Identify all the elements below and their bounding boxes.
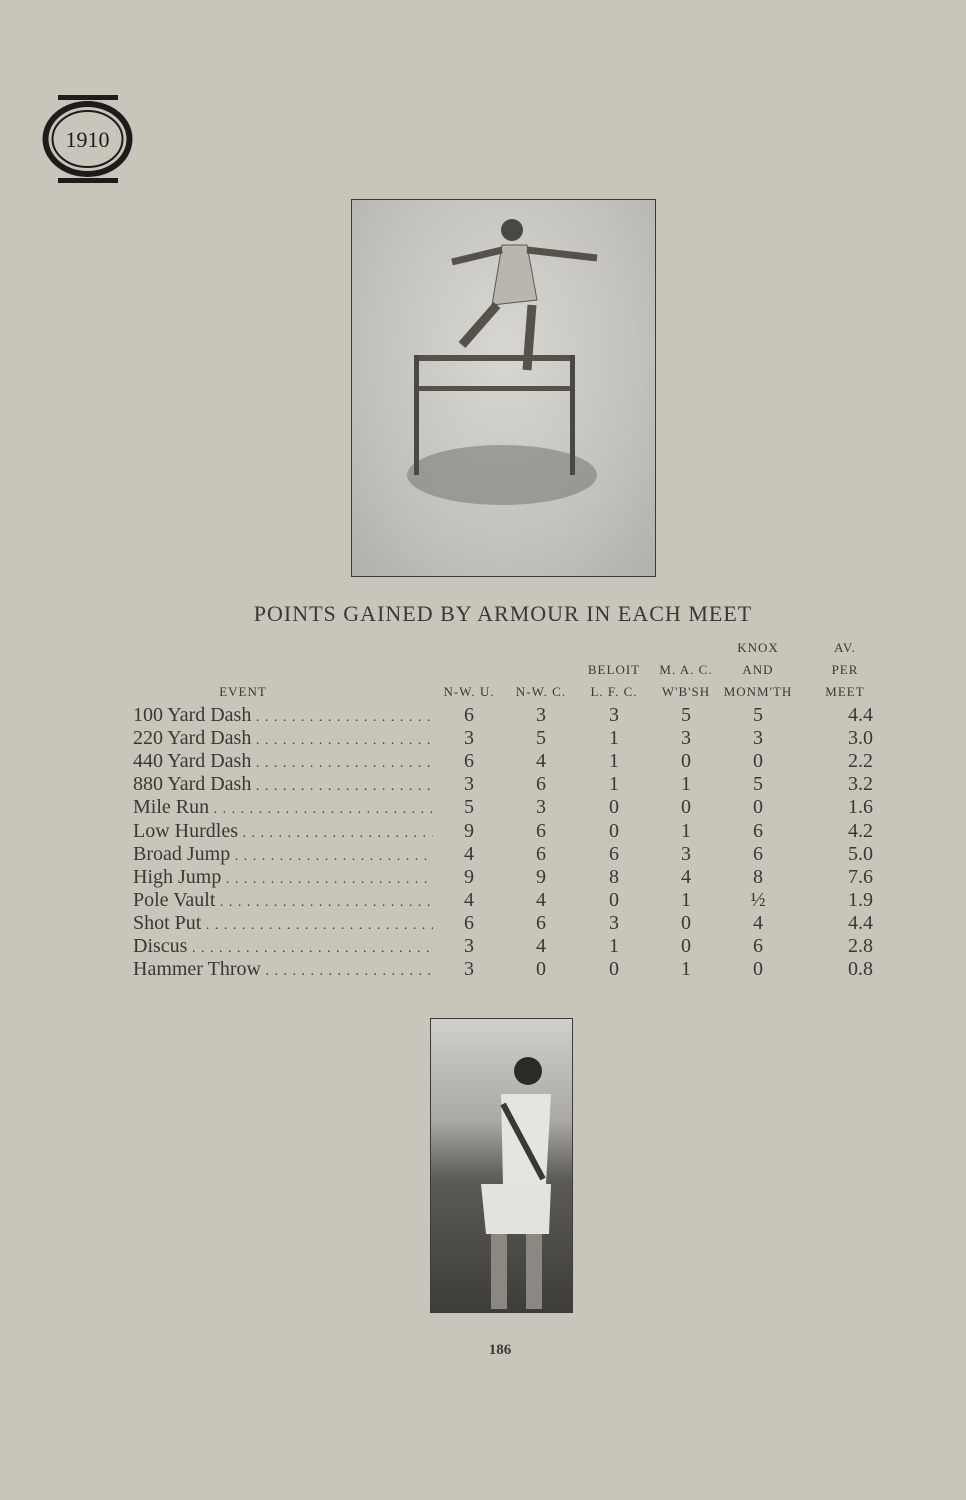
points-cell: 6 — [536, 773, 546, 796]
column-header: KNOX — [737, 640, 779, 655]
points-cell: 8 — [753, 865, 763, 888]
points-cell: 4 — [464, 842, 474, 865]
header-event: EVENT — [219, 684, 267, 699]
points-cell: 9 — [464, 819, 474, 842]
points-cell: 6 — [464, 911, 474, 934]
table-row — [133, 796, 873, 819]
points-cell: 1 — [681, 773, 691, 796]
average-cell: 2.8 — [848, 935, 873, 957]
points-cell: 0 — [753, 750, 763, 773]
points-cell: 4 — [536, 935, 546, 957]
table-row — [133, 912, 873, 935]
column-header: M. A. C. — [659, 662, 713, 677]
points-cell: 3 — [464, 773, 474, 796]
points-cell: 3 — [536, 796, 546, 819]
points-cell: 0 — [536, 958, 546, 981]
points-cell: 6 — [753, 842, 763, 865]
average-cell: 3.2 — [848, 773, 873, 796]
event-name: 880 Yard Dash . . . — [133, 773, 433, 798]
points-cell: 3 — [609, 704, 619, 726]
page-number: 186 — [488, 1342, 512, 1358]
event-name: Shot Put . . . — [133, 912, 433, 937]
column-header: W'B'SH — [661, 684, 711, 699]
column-header: N-W. C. — [515, 684, 567, 699]
average-cell: 5.0 — [848, 842, 873, 865]
average-cell: 2.2 — [848, 750, 873, 773]
points-cell: 5 — [753, 704, 763, 726]
points-cell: 0 — [681, 935, 691, 957]
column-header: MEET — [825, 684, 865, 699]
points-cell: 4 — [536, 750, 546, 773]
points-cell: 6 — [536, 911, 546, 934]
points-cell: 1 — [681, 819, 691, 842]
points-cell: ½ — [750, 888, 766, 911]
points-cell: 3 — [681, 842, 691, 865]
points-cell: 3 — [464, 727, 474, 750]
column-header: AV. — [834, 640, 856, 655]
points-cell: 3 — [464, 935, 474, 957]
points-cell: 9 — [464, 865, 474, 888]
athlete-figure-icon — [431, 1019, 572, 1312]
table-row — [133, 704, 873, 727]
table-row — [133, 820, 873, 843]
event-name: Pole Vault . . . — [133, 889, 433, 914]
points-cell: 0 — [753, 796, 763, 819]
points-cell: 8 — [609, 865, 619, 888]
average-cell: 4.4 — [848, 704, 873, 726]
column-header: L. F. C. — [590, 684, 638, 699]
average-cell: 3.0 — [848, 727, 873, 750]
event-name: 220 Yard Dash . . . — [133, 727, 433, 752]
svg-text:1910: 1910 — [65, 127, 110, 152]
average-cell: 1.9 — [848, 888, 873, 911]
average-cell: 4.4 — [848, 911, 873, 934]
event-name: Discus . . . — [133, 935, 433, 960]
points-cell: 5 — [753, 773, 763, 796]
points-cell: 5 — [681, 704, 691, 726]
points-cell: 1 — [681, 888, 691, 911]
points-cell: 6 — [753, 935, 763, 957]
event-name: Mile Run . . . — [133, 796, 433, 821]
points-cell: 1 — [609, 750, 619, 773]
average-cell: 0.8 — [848, 958, 873, 981]
column-header: PER — [831, 662, 859, 677]
points-cell: 3 — [753, 727, 763, 750]
athlete-portrait-photo — [430, 1018, 573, 1313]
column-header: MONM'TH — [723, 684, 793, 699]
average-cell: 4.2 — [848, 819, 873, 842]
event-name: Low Hurdles . . . — [133, 820, 433, 845]
points-cell: 4 — [464, 888, 474, 911]
points-cell: 0 — [609, 819, 619, 842]
points-cell: 4 — [753, 911, 763, 934]
hurdler-figure-icon — [352, 200, 655, 576]
points-cell: 6 — [464, 704, 474, 726]
column-header: AND — [742, 662, 774, 677]
event-name: 440 Yard Dash . . . — [133, 750, 433, 775]
points-cell: 0 — [753, 958, 763, 981]
table-row — [133, 750, 873, 773]
points-cell: 1 — [609, 935, 619, 957]
points-cell: 6 — [753, 819, 763, 842]
points-cell: 4 — [536, 888, 546, 911]
table-row — [133, 866, 873, 889]
points-cell: 0 — [681, 911, 691, 934]
points-cell: 3 — [681, 727, 691, 750]
points-cell: 5 — [464, 796, 474, 819]
table-row — [133, 773, 873, 796]
points-cell: 0 — [609, 888, 619, 911]
points-cell: 1 — [609, 773, 619, 796]
hurdler-photo — [351, 199, 656, 577]
column-header: BELOIT — [587, 662, 641, 677]
points-cell: 1 — [681, 958, 691, 981]
points-cell: 3 — [609, 911, 619, 934]
points-cell: 6 — [536, 819, 546, 842]
event-name: Broad Jump . . . — [133, 843, 433, 868]
column-header: N-W. U. — [443, 684, 495, 699]
points-cell: 6 — [536, 842, 546, 865]
points-cell: 0 — [681, 750, 691, 773]
points-cell: 3 — [536, 704, 546, 726]
event-name: Hammer Throw . . . — [133, 958, 433, 983]
event-name: High Jump . . . — [133, 866, 433, 891]
points-cell: 5 — [536, 727, 546, 750]
points-cell: 0 — [609, 796, 619, 819]
points-cell: 3 — [464, 958, 474, 981]
table-row — [133, 843, 873, 866]
table-row — [133, 935, 873, 958]
page-title: POINTS GAINED BY ARMOUR IN EACH MEET — [253, 601, 753, 626]
points-cell: 6 — [609, 842, 619, 865]
points-cell: 9 — [536, 865, 546, 888]
table-row — [133, 889, 873, 912]
event-name: 100 Yard Dash . . . — [133, 704, 433, 729]
average-cell: 1.6 — [848, 796, 873, 819]
table-row — [133, 958, 873, 981]
table-row — [133, 727, 873, 750]
average-cell: 7.6 — [848, 865, 873, 888]
points-cell: 0 — [681, 796, 691, 819]
points-cell: 0 — [609, 958, 619, 981]
points-cell: 4 — [681, 865, 691, 888]
class-logo-emblem — [40, 93, 135, 185]
points-cell: 6 — [464, 750, 474, 773]
points-cell: 1 — [609, 727, 619, 750]
